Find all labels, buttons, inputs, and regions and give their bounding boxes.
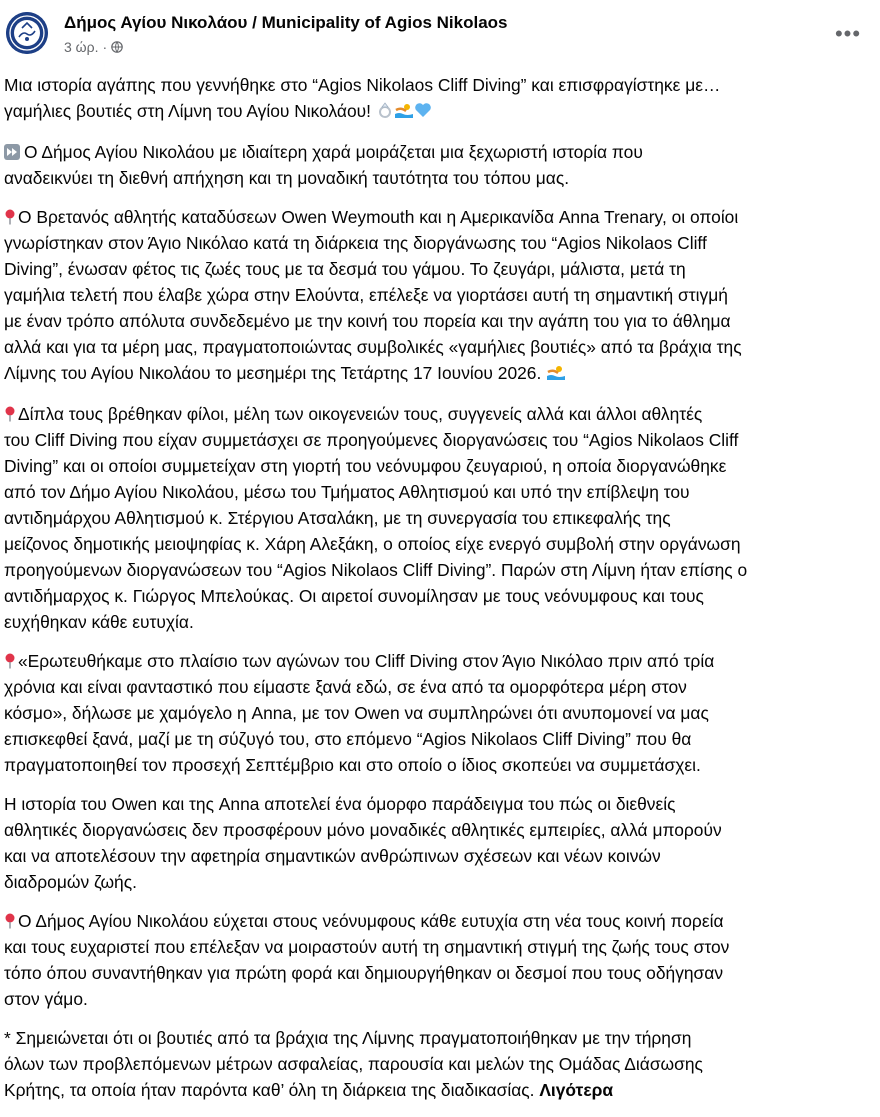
post-intro xyxy=(0,72,868,126)
meta-separator: · xyxy=(102,39,108,55)
paragraph-3-text: Δίπλα τους βρέθηκαν φίλοι, μέλη των οικογενειών τους, συγγενείς αλλά και άλλοι αθλητές του Cliff Diving που είχαν συμμετάσχει σε προηγούμενες διοργανώσεις του “Agios Nikolaos Cliff Diving” και οι οποίοι συμμετείχαν στη γιορτή του νεόνυμφου ζευγαριού, η οποία διοργανώθηκε από τον Δήμο Αγίου Νικολάου, μέσω του Τμήματος Αθλητισμού και υπό την επίβλεψη του αντιδημάρχου Αθλητισμού κ. Στέργιου Ατσαλάκη, με τη συνεργασία του επικεφαλής της μείζονος δημοτικής μειοψηφίας κ. Χάρη Αλεξάκη, ο οποίος είχε ενεργό συμβολή στην οργάνωση προηγούμενων διοργανώσεων του “Agios Nikolaos Cliff Diving”. Παρών στη Λίμνη ήταν επίσης ο αντιδήμαρχος κ. Γιώργος Μπελούκας. Οι αιρετοί συνομίλησαν με τους νεόνυμφους και τους ευχήθηκαν κάθε ευτυχία. xyxy=(4,404,748,632)
paragraph-2-text: Ο Βρετανός αθλητής καταδύσεων Owen Weymouth και η Αμερικανίδα Anna Trenary, οι οποίοι γνωρίστηκαν στον Άγιο Νικόλαο κατά τη διάρκεια της διοργάνωσης του “Agios Nikolaos Cliff Diving”, ένωσαν φέτος τις ζωές τους με τα δεσμά του γάμου. Το ζευγάρι, μάλιστα, μετά τη γαμήλια τελετή που έλαβε χώρα στην Ελούντα, επέλεξε να γιορτάσει αυτή τη σημαντική στιγμή με έναν τρόπο απόλυτα συνδεδεμένο με την κοινή του πορεία και την αγάπη του για το άθλημα αλλά και για τα μέρη μας, πραγματοποιώντας συμβολικές «γαμήλιες βουτιές» από τα βράχια της Λίμνης του Αγίου Νικολάου το μεσημέρι της Τετάρτης 17 Ιουνίου 2026. xyxy=(4,207,742,383)
post-paragraph-2 xyxy=(0,204,868,388)
paragraph-4-text: «Ερωτευθήκαμε στο πλαίσιο των αγώνων του Cliff Diving στον Άγιο Νικόλαο πριν από τρία χρόνια και είναι φανταστικό που είμαστε ξανά εδώ, σε ένα από τα ομορφότερα μέρη στον κόσμο», δήλωσε με χαμόγελο η Anna, με τον Owen να συμπληρώνει ότι ανυπομονεί να μας επισκεφθεί ξανά, μαζί με τη σύζυγό του, στο επόμενο “Agios Nikolaos Cliff Diving” που θα πραγματοποιηθεί τον προσεχή Σεπτέμβριο και στο οποίο ο ίδιος σκοπεύει να συμμετάσχει. xyxy=(4,651,715,775)
blue-heart-emoji-icon xyxy=(414,100,432,126)
post-meta xyxy=(64,39,123,55)
globe-icon[interactable] xyxy=(111,41,123,53)
paragraph-5-text: Η ιστορία του Owen και της Anna αποτελεί ένα όμορφο παράδειγμα του πώς οι διεθνείς αθλητικές διοργανώσεις δεν προσφέρουν μόνο μοναδικές αθλητικές εμπειρίες, αλλά μπορούν και να αποτελέσουν την αφετηρία σημαντικών ανθρώπινων σχέσεων και νέων κοινών διαδρομών ζωής. xyxy=(4,794,722,892)
page-name[interactable]: Δήμος Αγίου Νικολάου / Municipality of Agios Nikolaos xyxy=(64,13,508,32)
round-pushpin-icon xyxy=(4,653,16,669)
ring-emoji-icon xyxy=(376,100,394,126)
round-pushpin-icon xyxy=(4,406,16,422)
post-paragraph-5 xyxy=(0,791,868,895)
avatar[interactable] xyxy=(6,12,48,54)
post-header xyxy=(0,0,880,72)
paragraph-7-text: * Σημειώνεται ότι οι βουτιές από τα βράχια της Λίμνης πραγματοποιήθηκαν με την τήρηση όλων των προβλεπόμενων μέτρων ασφαλείας, παρουσία και μελών της Ομάδας Διάσωσης Κρήτης, τα οποία ήταν παρόντα καθ’ όλη τη διάρκεια της διαδικασίας. xyxy=(4,1028,703,1100)
round-pushpin-icon xyxy=(4,913,16,929)
more-options-icon: ••• xyxy=(834,21,862,46)
more-options-button[interactable] xyxy=(830,22,866,46)
paragraph-1-text: Ο Δήμος Αγίου Νικολάου με ιδιαίτερη χαρά μοιράζεται μια ξεχωριστή ιστορία που αναδεικνύει τη διεθνή απήχηση και τη μοναδική ταυτότητα του τόπου μας. xyxy=(4,142,643,188)
swimmer-emoji-icon xyxy=(546,362,566,388)
post-paragraph-4 xyxy=(0,648,868,778)
municipality-seal-icon xyxy=(6,12,48,54)
post-body xyxy=(0,72,868,1116)
fast-forward-icon xyxy=(4,144,20,160)
swimmer-emoji-icon xyxy=(394,100,414,126)
paragraph-6-text: Ο Δήμος Αγίου Νικολάου εύχεται στους νεόνυμφους κάθε ευτυχία στη νέα τους κοινή πορεία και τους ευχαριστεί που επέλεξαν να μοιραστούν αυτή τη σημαντική στιγμή της ζωής τους στον τόπο όπου συναντήθηκαν για πρώτη φορά και δημιουργήθηκαν οι δεσμοί που τους οδήγησαν στον γάμο. xyxy=(4,911,730,1009)
intro-text: Μια ιστορία αγάπης που γεννήθηκε στο “Agios Nikolaos Cliff Diving” και επισφραγίστηκε με… γαμήλιες βουτιές στη Λίμνη του Αγίου Νικολάου! xyxy=(4,75,721,121)
post-paragraph-3 xyxy=(0,401,868,635)
see-less-link[interactable]: Λιγότερα xyxy=(539,1080,614,1100)
post-paragraph-1 xyxy=(0,139,868,191)
post-time[interactable]: 3 ώρ. xyxy=(64,39,99,55)
post-paragraph-7 xyxy=(0,1025,868,1103)
round-pushpin-icon xyxy=(4,209,16,225)
post-paragraph-6 xyxy=(0,908,868,1012)
